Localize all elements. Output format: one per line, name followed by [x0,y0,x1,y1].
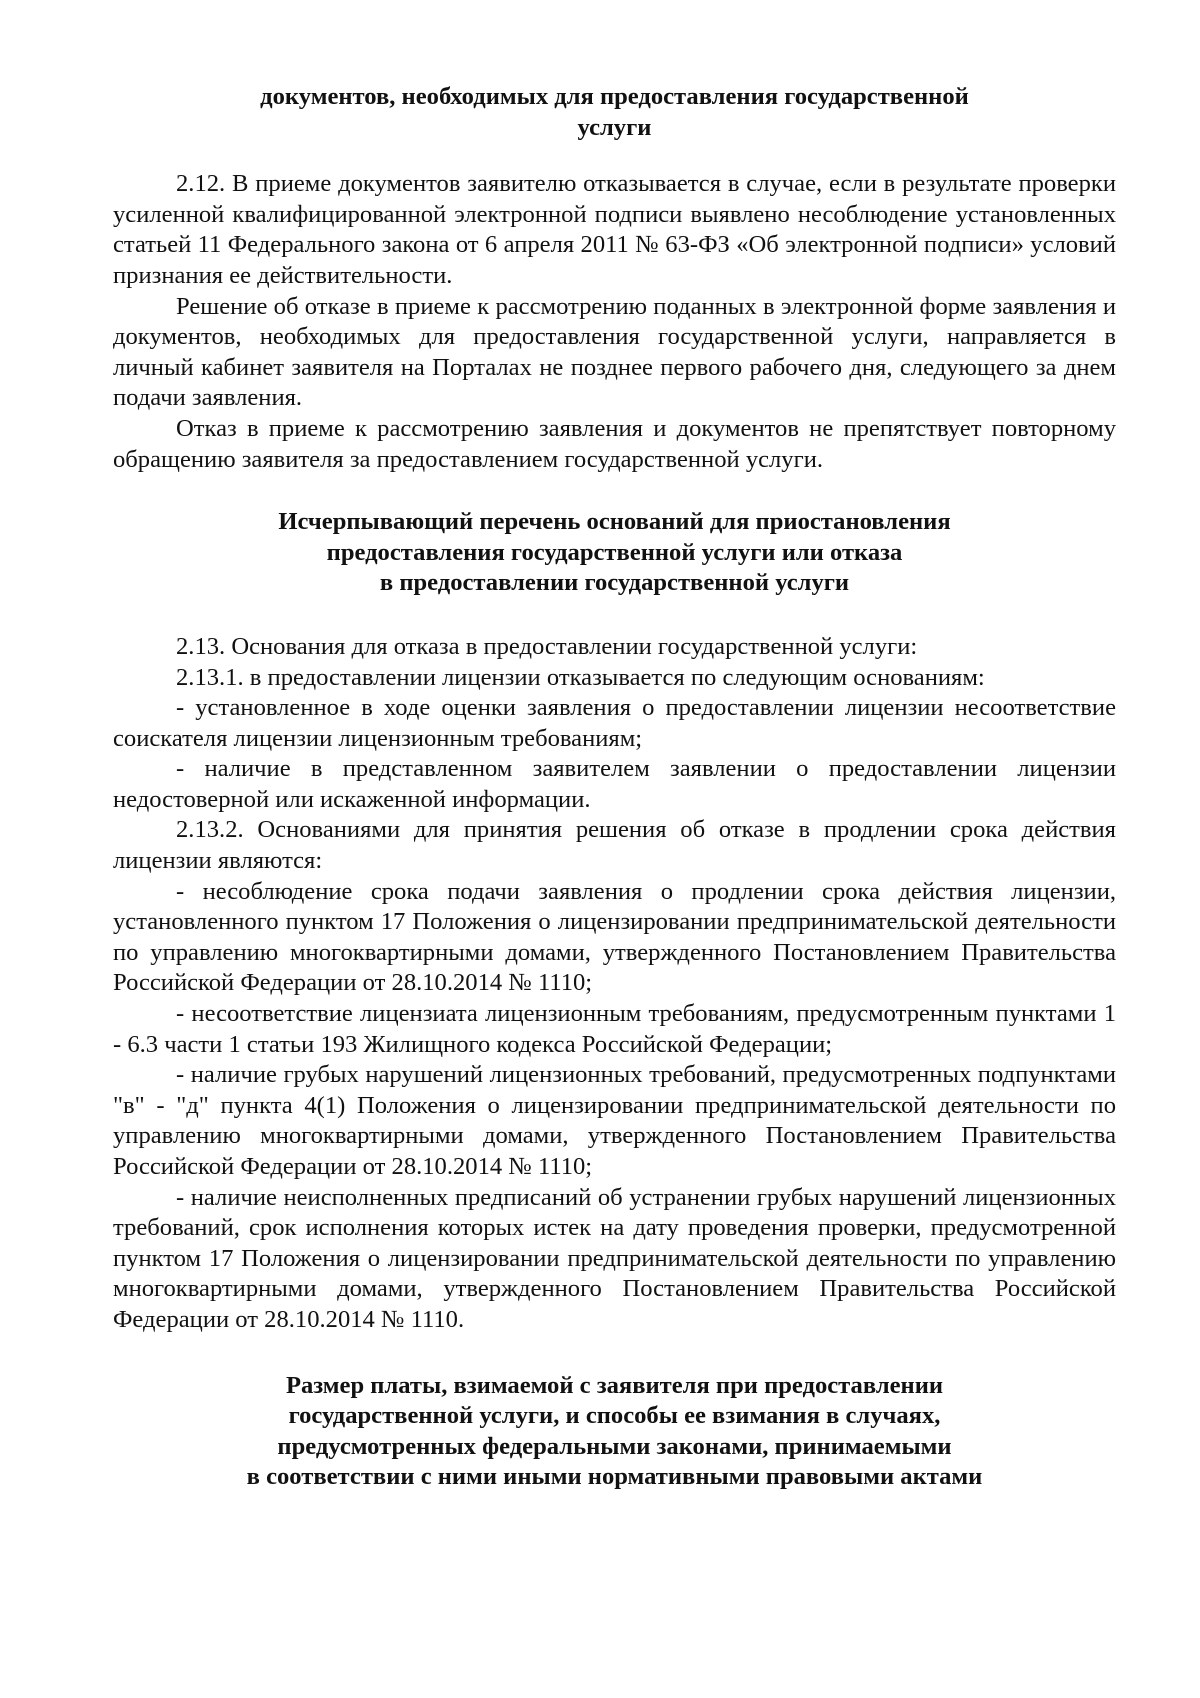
section-heading-grounds [113,507,1116,599]
paragraph-refusal-not-obstacle: Отказ в приеме к рассмотрению заявления и документов не препятствует повторному обращению заявителя за предоставлением государственной услуги. [113,414,1116,473]
paragraph-refusal-decision: Решение об отказе в приеме к рассмотрению поданных в электронной форме заявления и документов, необходимых для предоставления государственной услуги, направляется в личный кабинет заявителя на Порталах не позднее первого рабочего дня, следующего за днем подачи заявления. [113,292,1116,412]
heading-line: предоставления государственной услуги или отказа [326,538,903,566]
heading-line: документов, необходимых для предоставления государственной [260,83,969,110]
list-item-noncompliance: - установленное в ходе оценки заявления о предоставлении лицензии несоответствие соискателя лицензии лицензионным требованиям; [113,694,1116,752]
heading-line: Размер платы, взимаемой с заявителя при предоставлении [285,1371,944,1399]
heading-line: предусмотренных федеральными законами, принимаемыми [277,1432,952,1460]
paragraph-2-13: 2.13. Основания для отказа в предоставлении государственной услуги: [176,632,918,660]
section-heading-fee [113,1371,1116,1493]
list-item-deadline: - несоблюдение срока подачи заявления о продлении срока действия лицензии, установленного пунктом 17 Положения о лицензировании предпринимательской деятельности по управлению многоквартирными домами, утвержденного Постановлением Правительства Российской Федерации от 28.10.2014 № 1110; [113,877,1116,997]
section-refusal-grounds [113,632,1116,1336]
list-item-unfulfilled-orders: - наличие неисполненных предписаний об устранении грубых нарушений лицензионных требований, срок исполнения которых истек на дату проведения проверки, предусмотренной пунктом 17 Положения о лицензировании предпринимательской деятельности по управлению многоквартирными домами, утвержденного Постановлением Правительства Российской Федерации от 28.10.2014 № 1110. [113,1183,1116,1333]
heading-line: государственной услуги, и способы ее взимания в случаях, [288,1402,941,1430]
paragraph-2-12: 2.12. В приеме документов заявителю отказывается в случае, если в результате проверки усиленной квалифицированной электронной подписи выявлено несоблюдение установленных статьей 11 Федерального закона от 6 апреля 2011 № 63-ФЗ «Об электронной подписи» условий признания ее действительности. [113,170,1116,289]
heading-line: услуги [577,113,652,141]
heading-line: в предоставлении государственной услуги [379,569,850,597]
heading-line: Исчерпывающий перечень оснований для приостановления [278,508,951,536]
section-heading-documents [113,82,1116,143]
list-item-gross-violations: - наличие грубых нарушений лицензионных требований, предусмотренных подпунктами "в" - "д" пункта 4(1) Положения о лицензировании предпринимательской деятельности по управлению многоквартирными домами, утвержденного Постановлением Правительства Российской Федерации от 28.10.2014 № 1110; [113,1061,1116,1180]
paragraph-2-13-2: 2.13.2. Основаниями для принятия решения об отказе в продлении срока действия лицензии являются: [113,816,1116,875]
paragraph-2-13-1: 2.13.1. в предоставлении лицензии отказывается по следующим основаниям: [176,663,985,691]
list-item-licensee-noncompliance: - несоответствие лицензиата лицензионным требованиям, предусмотренным пунктами 1 - 6.3 части 1 статьи 193 Жилищного кодекса Российской Федерации; [113,1000,1116,1058]
section-refusal-acceptance [113,169,1116,475]
heading-line: в соответствии с ними иными нормативными правовыми актами [246,1463,983,1491]
list-item-false-info: - наличие в представленном заявителем заявлении о предоставлении лицензии недостоверной или искаженной информации. [113,755,1116,813]
